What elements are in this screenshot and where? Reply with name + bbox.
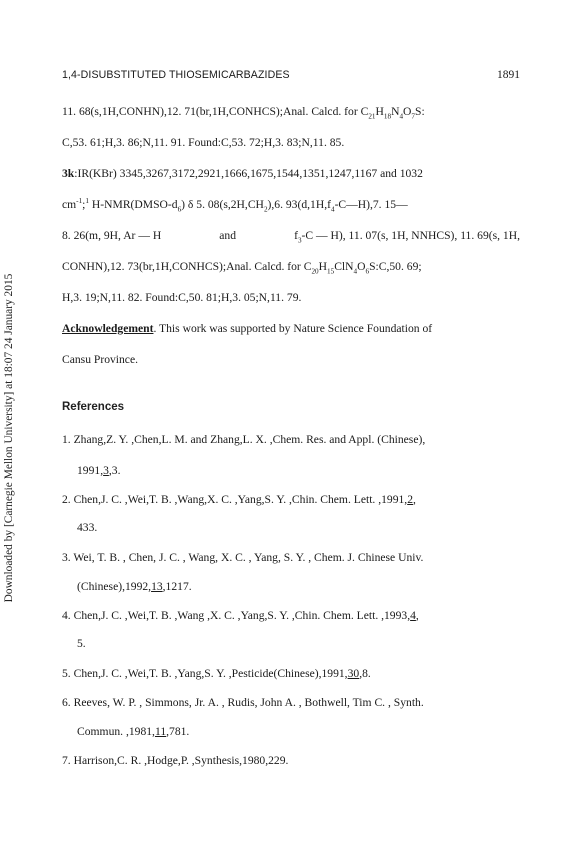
reference-2-cont: 433. [77, 521, 98, 534]
download-watermark-text: Downloaded by [Carnegie Mellon University] at 18:07 24 January 2015 [3, 273, 15, 603]
compound-label: 3k [62, 167, 75, 180]
reference-3: 3. Wei, T. B. , Chen, J. C. , Wang, X. C. , Yang, S. Y. , Chem. J. Chinese Univ. [62, 551, 424, 564]
body-line-1: 11. 68(s,1H,CONHN),12. 71(br,1H,CONHCS);Anal. Calcd. for $C_{21}H_{18}N_4O_7S$: [62, 105, 425, 121]
running-title: 1,4-DISUBSTITUTED THIOSEMICARBAZIDES [62, 69, 290, 81]
download-watermark [2, 245, 16, 631]
body-line-6: CONHN),12. 73(br,1H,CONHCS);Anal. Calcd. for $C_{20}H_{15}ClN_4O_6S:C,50$. 69; [62, 260, 422, 276]
body-line-4: $cm^{-1};^1$ $H-NMR(DMSO-d_6)$ δ 5. $08(s,2H,CH_2),6$. $93(d,1H,f_4-C—H),7$. 15— [62, 197, 408, 214]
reference-4: 4. Chen,J. C. ,Wei,T. B. ,Wang ,X. C. ,Yang,S. Y. ,Chin. Chem. Lett. ,1993,4, [62, 609, 419, 622]
body-line-5: 8. 26(m, 9H, Ar — H and $f_3-C$ — H), 11. 07(s, 1H, NNHCS), 11. 69(s, 1H, [62, 229, 520, 245]
acknowledgement-line-2: Cansu Province. [62, 353, 138, 366]
reference-1: 1. Zhang,Z. Y. ,Chen,L. M. and Zhang,L. X. ,Chem. Res. and Appl. (Chinese), [62, 433, 426, 446]
reference-3-cont: (Chinese),1992,13,1217. [77, 580, 192, 593]
reference-7: 7. Harrison,C. R. ,Hodge,P. ,Synthesis,1980,229. [62, 754, 289, 767]
body-line-2: C,53. 61;H,3. 86;N,11. 91. Found:C,53. 72;H,3. 83;N,11. 85. [62, 136, 345, 149]
body-line-3: 3k:IR(KBr) 3345,3267,3172,2921,1666,1675,1544,1351,1247,1167 and 1032 [62, 167, 423, 180]
acknowledgement-label: Acknowledgement [62, 322, 154, 335]
reference-1-cont: 1991,3,3. [77, 464, 121, 477]
reference-5: 5. Chen,J. C. ,Wei,T. B. ,Yang,S. Y. ,Pesticide(Chinese),1991,30,8. [62, 667, 371, 680]
references-heading: References [62, 401, 125, 413]
body-line-7: H,3. 19;N,11. 82. Found:C,50. 81;H,3. 05;N,11. 79. [62, 291, 302, 304]
reference-6-cont: Commun. ,1981,11,781. [77, 725, 190, 738]
page-number: 1891 [497, 69, 520, 81]
acknowledgement-line-1: Acknowledgement. This work was supported by Nature Science Foundation of [62, 322, 433, 335]
page-header [62, 69, 520, 85]
reference-6: 6. Reeves, W. P. , Simmons, Jr. A. , Rudis, John A. , Bothwell, Tim C. , Synth. [62, 696, 424, 709]
reference-2: 2. Chen,J. C. ,Wei,T. B. ,Wang,X. C. ,Yang,S. Y. ,Chin. Chem. Lett. ,1991,2, [62, 493, 416, 506]
reference-4-cont: 5. [77, 637, 86, 650]
